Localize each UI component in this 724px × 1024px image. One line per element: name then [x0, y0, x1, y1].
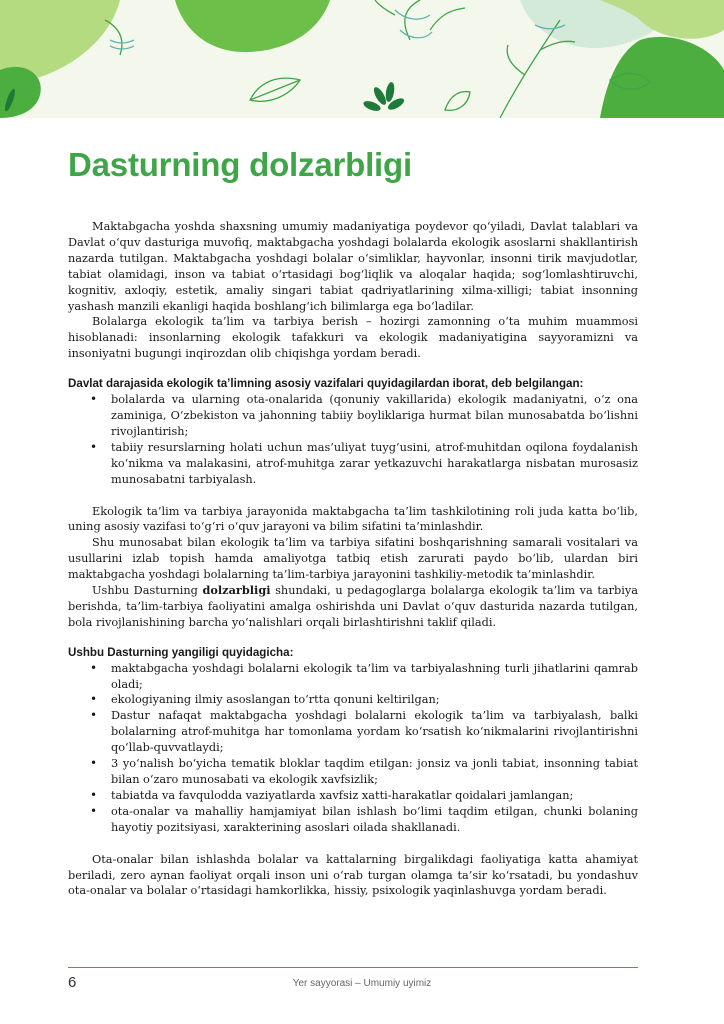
decorative-leaf-banner	[0, 0, 724, 118]
footer-book-title: Yer sayyorasi – Umumiy uyimiz	[292, 978, 432, 989]
leaf-illustration	[0, 0, 724, 118]
list-item: • bolalarda va ularning ota-onalarida (qonuniy vakillarida) ekologik madaniyatni, o‘z ona zaminiga, O‘zbekiston va jahonning tabiiy boyliklariga hurmat bilan munosabatda bo‘lishni rivojlantirish;	[111, 392, 638, 440]
paragraph-text: Ushbu Dasturning	[92, 584, 203, 598]
paragraph-text: shundaki, u pedagoglarga bolalarga ekologik ta’lim va tarbiya berishda, ta’lim-tarbiya faoliyatini amalga oshirishda uni Davlat o‘quv dasturida nazarda tutilgan, bola rivojlanishining barcha yo‘nalishlari orqali birlashtirishni taklif qiladi.	[68, 584, 638, 629]
main-content	[68, 219, 638, 899]
section-tasks-heading: Davlat darajasida ekologik ta’limning asosiy vazifalari quyidagilardan iborat, deb belgilangan:	[68, 377, 584, 391]
tasks-list	[68, 392, 638, 487]
bold-keyword: dolzarbligi	[202, 583, 271, 598]
list-item: • tabiatda va favqulodda vaziyatlarda xavfsiz xatti-harakatlar qoidalari jamlangan;	[111, 788, 638, 804]
intro-paragraph-2: Bolalarga ekologik ta’lim va tarbiya berish – hozirgi zamonning o‘ta muhim muammosi hisoblanadi: insonlarning ekologik tafakkuri va ekologik madaniyatigina sayyoramizni va insoniyatni bugungi inqirozdan olib chiqishga yordam beradi.	[68, 315, 638, 361]
list-item: • ekologiyaning ilmiy asoslangan to‘rtta qonuni keltirilgan;	[111, 692, 638, 708]
page-number: 6	[68, 974, 77, 991]
list-item: • maktabgacha yoshdagi bolalarni ekologik ta’lim va tarbiyalashning turli jihatlarini qamrab oladi;	[111, 661, 638, 693]
list-item: • Dastur nafaqat maktabgacha yoshdagi bolalarni ekologik ta’lim va tarbiyalash, balki bolalarning atrof-muhitga har tomonlama yordam ko‘rsatish ko‘nikmalarini rivojlantirishni qo‘llab-quvvatlaydi;	[111, 708, 638, 756]
middle-paragraph-1: Ekologik ta’lim va tarbiya jarayonida maktabgacha ta’lim tashkilotining roli juda katta bo‘lib, uning asosiy vazifasi to‘g‘ri o‘quv jarayoni va bilim sifatini ta’minlashdir.	[68, 504, 638, 534]
middle-paragraph-2: Shu munosabat bilan ekologik ta’lim va tarbiya sifatini boshqarishning samarali vositalari va usullarini izlab topish hamda amaliyotga tatbiq etish zarurati paydo bo‘lib, ulardan biri maktabgacha yoshdagi bolalarning ta’lim-tarbiya jarayonini tashkiliy-metodik ta’minlashdir.	[68, 536, 638, 582]
page-title: Dasturning dolzarbligi	[68, 146, 412, 183]
closing-paragraph: Ota-onalar bilan ishlashda bolalar va kattalarning birgalikdagi faoliyatiga katta ahamiyat beriladi, zero aynan faoliyat orqali inson uni o‘rab turgan olamga ta’sir ko‘rsatadi, bu yondashuv ota-onalar va bolalar o‘rtasidagi hamkorlikka, hissiy, psixologik yaqinlashuvga yordam beradi.	[68, 852, 638, 898]
intro-paragraph-1: Maktabgacha yoshda shaxsning umumiy madaniyatiga poydevor qo‘yiladi, Davlat talablari va Davlat o‘quv dasturiga muvofiq, maktabgacha yoshdagi bolalarda ekologik asoslarni shakllantirish nazarda tutilgan. Maktabgacha yoshdagi bolalar o‘simliklar, hayvonlar, insonni tirik mavjudotlar, tabiat olamidagi, inson va tabiat o‘rtasidagi bog‘liqlik va aloqalar haqida; sog‘lomlashtiruvchi, kognitiv, axloqiy, estetik, amaliy singari tabiat qadriyatlarining xilma-xilligi; tabiat insonning yashash manzili ekanligi haqida boshlang‘ich bilimlarga ega bo‘ladilar.	[68, 220, 638, 313]
list-item: • 3 yo‘nalish bo‘yicha tematik bloklar taqdim etilgan: jonsiz va jonli tabiat, insonning tabiat bilan o‘zaro munosabati va ekologik xavfsizlik;	[111, 756, 638, 788]
novelty-list	[68, 661, 638, 836]
footer-divider	[68, 967, 638, 968]
middle-paragraph-3	[68, 583, 638, 631]
list-item: • ota-onalar va mahalliy hamjamiyat bilan ishlash bo‘limi taqdim etilgan, chunki bolaning hayotiy pozitsiyasi, xarakterining asoslari oilada shakllanadi.	[111, 804, 638, 836]
list-item: • tabiiy resurslarning holati uchun mas’uliyat tuyg‘usini, atrof-muhitdan oqilona foydalanish ko‘nikma va malakasini, atrof-muhitga zarar yetkazuvchi harakatlarga nisbatan murosasiz munosabatni tarbiyalash.	[111, 440, 638, 488]
section-novelty-heading: Ushbu Dasturning yangiligi quyidagicha:	[68, 645, 294, 659]
